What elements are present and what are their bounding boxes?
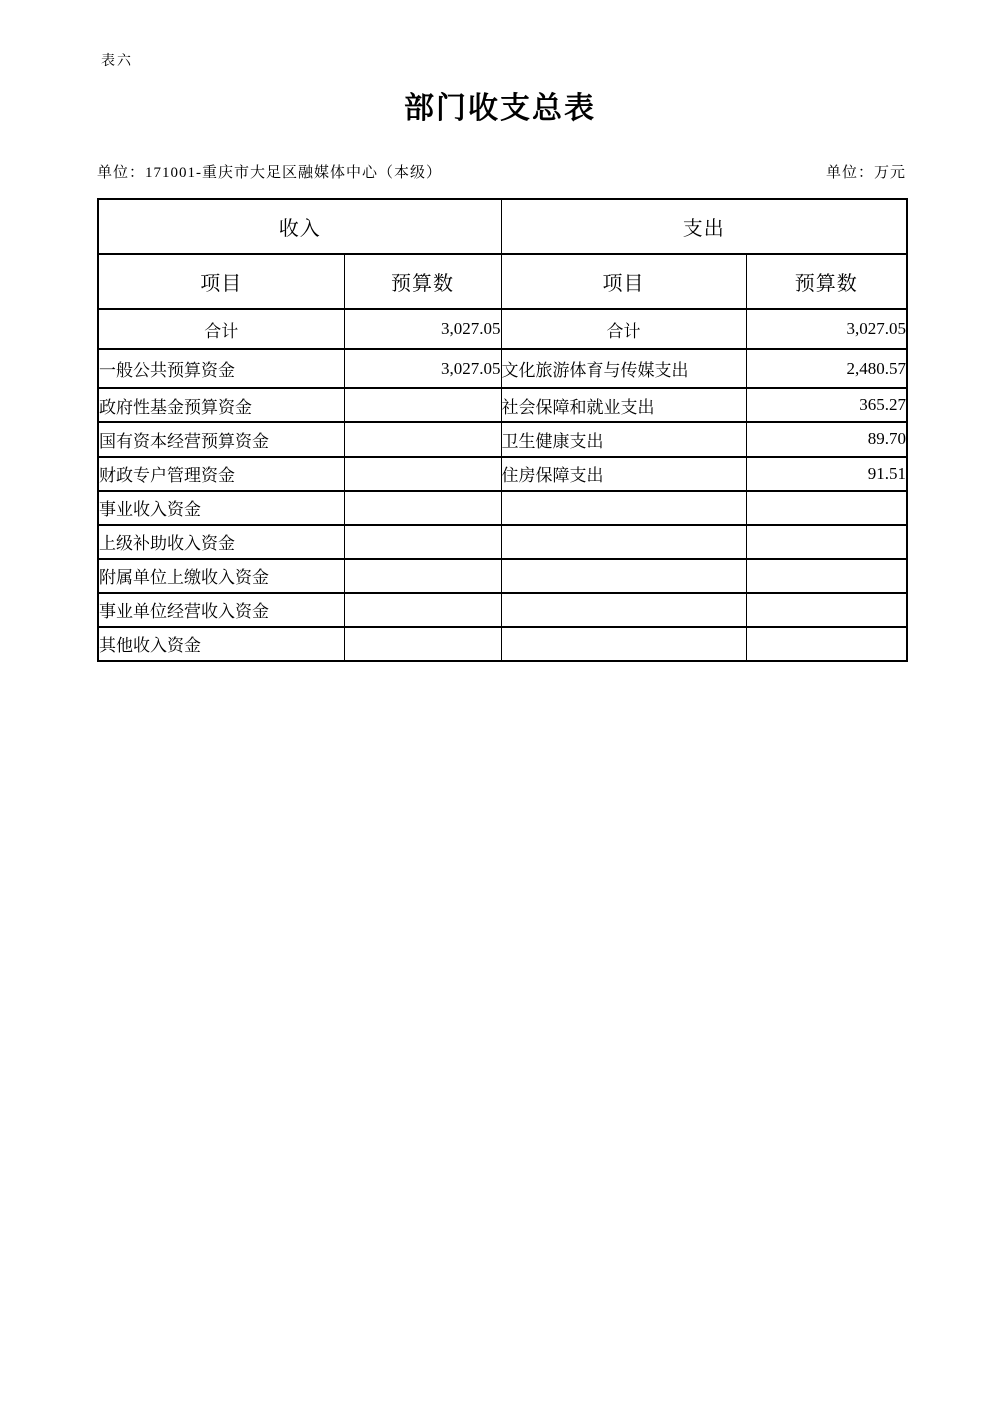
expense-item-cell — [501, 593, 746, 627]
unit-currency: 单位：万元 — [825, 165, 906, 181]
income-item-cell: 一般公共预算资金 — [98, 349, 344, 388]
income-budget-cell — [344, 559, 501, 593]
table-row — [98, 559, 907, 593]
income-budget-cell — [344, 627, 501, 661]
table-number-label: 表六 — [101, 54, 133, 69]
income-budget-cell — [344, 457, 501, 491]
expense-budget-cell: 91.51 — [746, 457, 907, 491]
income-item-cell: 事业收入资金 — [98, 491, 344, 525]
expense-budget-column-header: 预算数 — [746, 254, 907, 309]
income-budget-cell — [344, 593, 501, 627]
income-item-cell: 合计 — [98, 309, 344, 349]
income-budget-column-header: 预算数 — [344, 254, 501, 309]
expense-budget-cell — [746, 525, 907, 559]
expense-item-cell — [501, 525, 746, 559]
income-budget-cell — [344, 388, 501, 422]
expense-item-column-header: 项目 — [501, 254, 746, 309]
income-item-cell: 附属单位上缴收入资金 — [98, 559, 344, 593]
expense-item-cell: 社会保障和就业支出 — [501, 388, 746, 422]
expense-budget-cell: 89.70 — [746, 422, 907, 456]
expense-item-cell: 卫生健康支出 — [501, 422, 746, 456]
unit-department: 单位：171001-重庆市大足区融媒体中心（本级） — [97, 165, 442, 181]
income-item-column-header: 项目 — [98, 254, 344, 309]
table-row — [98, 491, 907, 525]
budget-summary-table — [97, 198, 908, 662]
expense-item-cell: 住房保障支出 — [501, 457, 746, 491]
expense-budget-cell: 2,480.57 — [746, 349, 907, 388]
table-row — [98, 457, 907, 491]
expense-item-cell — [501, 559, 746, 593]
expense-budget-cell — [746, 627, 907, 661]
expense-section-header: 支出 — [501, 199, 907, 254]
income-budget-cell: 3,027.05 — [344, 349, 501, 388]
table-row — [98, 525, 907, 559]
income-budget-cell — [344, 491, 501, 525]
table-row — [98, 388, 907, 422]
income-item-cell: 事业单位经营收入资金 — [98, 593, 344, 627]
income-budget-cell — [344, 422, 501, 456]
table-row — [98, 422, 907, 456]
expense-budget-cell — [746, 559, 907, 593]
expense-item-cell — [501, 627, 746, 661]
income-item-cell: 财政专户管理资金 — [98, 457, 344, 491]
expense-item-cell: 文化旅游体育与传媒支出 — [501, 349, 746, 388]
income-item-cell: 国有资本经营预算资金 — [98, 422, 344, 456]
income-budget-cell — [344, 525, 501, 559]
table-row — [98, 627, 907, 661]
unit-line — [97, 161, 906, 182]
expense-item-cell — [501, 491, 746, 525]
expense-budget-cell — [746, 593, 907, 627]
section-header-row — [98, 199, 907, 254]
income-item-cell: 上级补助收入资金 — [98, 525, 344, 559]
expense-budget-cell — [746, 491, 907, 525]
income-item-cell: 其他收入资金 — [98, 627, 344, 661]
table-row — [98, 593, 907, 627]
income-budget-cell: 3,027.05 — [344, 309, 501, 349]
expense-item-cell: 合计 — [501, 309, 746, 349]
table-row-total — [98, 309, 907, 349]
income-item-cell: 政府性基金预算资金 — [98, 388, 344, 422]
income-section-header: 收入 — [98, 199, 501, 254]
table-row — [98, 349, 907, 388]
page-title: 部门收支总表 — [404, 92, 596, 125]
column-header-row — [98, 254, 907, 309]
expense-budget-cell: 365.27 — [746, 388, 907, 422]
expense-budget-cell: 3,027.05 — [746, 309, 907, 349]
